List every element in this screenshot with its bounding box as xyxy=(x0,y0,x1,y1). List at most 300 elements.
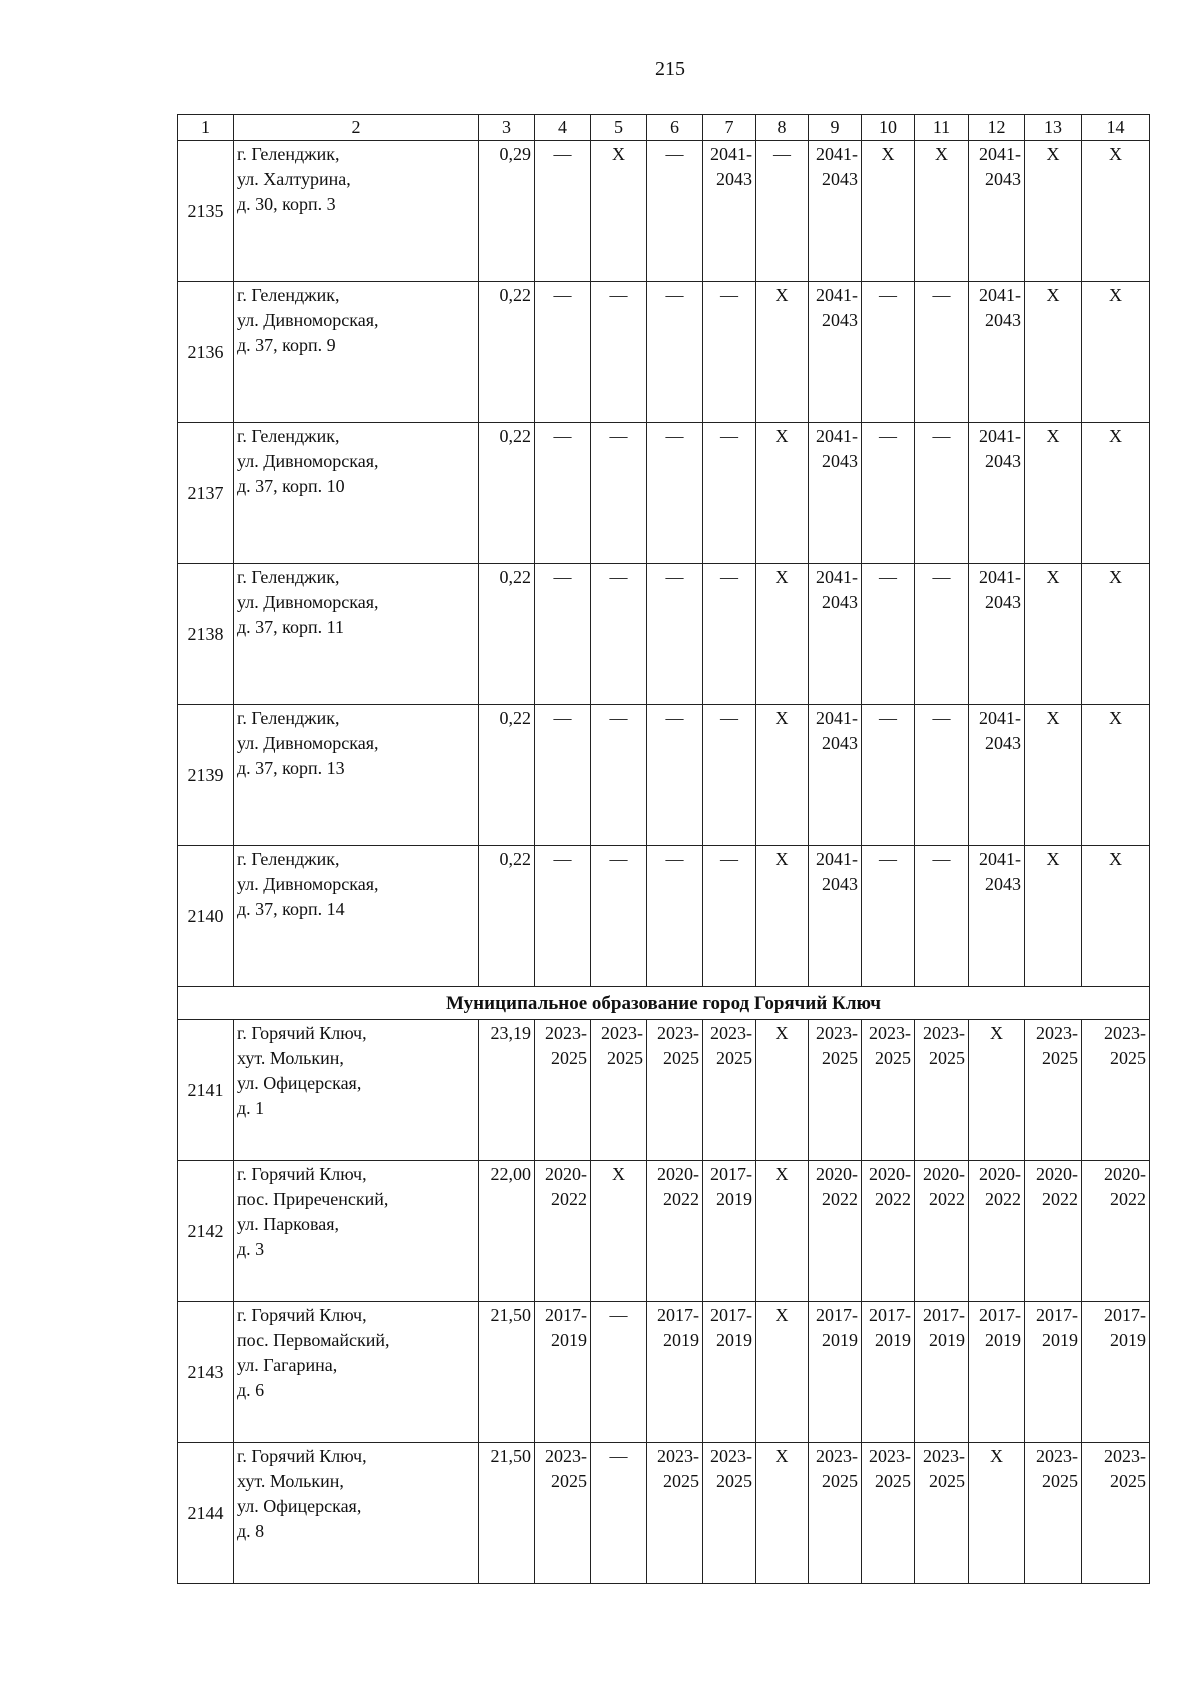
value-cell-col-12 xyxy=(969,282,1025,423)
value-cell-col-9 xyxy=(809,846,862,987)
value-cell-col-13 xyxy=(1025,846,1082,987)
value-text: Х xyxy=(775,1446,789,1466)
value-cell-col-7 xyxy=(703,1020,756,1161)
value-text: 2019 xyxy=(985,1330,1021,1350)
address-line: г. Горячий Ключ, xyxy=(237,1446,367,1466)
value-text: Х xyxy=(1109,426,1122,446)
column-header-10: 10 xyxy=(862,115,915,141)
value-text: 2019 xyxy=(929,1330,965,1350)
value-text: 2017- xyxy=(816,1305,858,1325)
value-text: 2022 xyxy=(1042,1189,1078,1209)
value-text: — xyxy=(665,144,684,164)
value-text: 2043 xyxy=(985,169,1021,189)
register-body xyxy=(178,115,1150,1584)
value-cell-col-10 xyxy=(862,846,915,987)
address-line: ул. Офицерская, xyxy=(237,1496,362,1516)
value-cell-col-4 xyxy=(535,282,591,423)
value-text: 2023- xyxy=(545,1446,587,1466)
value-text: — xyxy=(720,849,738,869)
value-cell-col-13 xyxy=(1025,1302,1082,1443)
value-cell-col-5 xyxy=(591,282,647,423)
value-text: 2025 xyxy=(1042,1471,1078,1491)
value-text: Х xyxy=(990,1446,1003,1466)
value-text: 2017- xyxy=(923,1305,965,1325)
value-text: Х xyxy=(775,285,789,305)
address-line: ул. Парковая, xyxy=(237,1214,340,1234)
value-cell-col-4 xyxy=(535,1443,591,1584)
value-cell-col-7 xyxy=(703,1302,756,1443)
address-line: ул. Офицерская, xyxy=(237,1073,362,1093)
address-line: г. Геленджик, xyxy=(237,285,340,305)
address-line: г. Геленджик, xyxy=(237,426,340,446)
row-number: 2136 xyxy=(178,282,234,423)
value-text: Х xyxy=(612,1164,625,1184)
value-text: Х xyxy=(775,708,789,728)
value-text: 2020- xyxy=(869,1164,911,1184)
value-cell-col-14 xyxy=(1082,1302,1150,1443)
value-cell-col-6 xyxy=(647,846,703,987)
value-cell-col-7 xyxy=(703,1161,756,1302)
address-line: д. 37, корп. 13 xyxy=(237,758,345,778)
value-text: 2025 xyxy=(607,1048,643,1068)
address-line: ул. Дивноморская, xyxy=(237,592,379,612)
address-line: хут. Молькин, xyxy=(237,1048,344,1068)
value-text: 2023- xyxy=(1104,1446,1146,1466)
address-line: г. Горячий Ключ, xyxy=(237,1164,367,1184)
value-text: Х xyxy=(1046,426,1060,446)
row-number: 2139 xyxy=(178,705,234,846)
value-cell-col-10 xyxy=(862,141,915,282)
value-cell-col-13 xyxy=(1025,564,1082,705)
value-cell-col-14 xyxy=(1082,282,1150,423)
value-cell-col-8 xyxy=(756,705,809,846)
value-text: 2043 xyxy=(985,733,1021,753)
value-cell-col-4 xyxy=(535,141,591,282)
value-text: — xyxy=(665,708,684,728)
value-text: 2019 xyxy=(663,1330,699,1350)
value-cell-col-6 xyxy=(647,282,703,423)
value-text: 2023- xyxy=(816,1023,858,1043)
value-text: — xyxy=(609,708,628,728)
address-line: ул. Дивноморская, xyxy=(237,874,379,894)
value-cell-col-8 xyxy=(756,1161,809,1302)
value-text: 2020- xyxy=(816,1164,858,1184)
value-text: 2041- xyxy=(979,567,1021,587)
value-text: Х xyxy=(1109,567,1122,587)
address-cell xyxy=(234,846,479,987)
value-text: 21,50 xyxy=(490,1305,531,1325)
value-text: 21,50 xyxy=(490,1446,531,1466)
value-cell-col-9 xyxy=(809,423,862,564)
table-row xyxy=(178,1020,1150,1161)
value-text: 2023- xyxy=(657,1446,699,1466)
value-text: 2023- xyxy=(869,1023,911,1043)
value-text: Х xyxy=(775,567,789,587)
value-cell-col-4 xyxy=(535,564,591,705)
address-line: д. 37, корп. 11 xyxy=(237,617,344,637)
value-text: 2023- xyxy=(923,1023,965,1043)
value-cell-col-4 xyxy=(535,1020,591,1161)
value-cell-col-11 xyxy=(915,423,969,564)
value-cell-col-13 xyxy=(1025,141,1082,282)
value-text: Х xyxy=(775,1305,789,1325)
value-text: 2023- xyxy=(657,1023,699,1043)
value-text: 2025 xyxy=(1042,1048,1078,1068)
value-text: 2041- xyxy=(816,708,858,728)
value-cell-col-4 xyxy=(535,1302,591,1443)
value-text: — xyxy=(932,285,951,305)
value-cell-col-3 xyxy=(479,1443,535,1584)
value-text: 2017- xyxy=(979,1305,1021,1325)
value-cell-col-5 xyxy=(591,1161,647,1302)
address-cell xyxy=(234,1020,479,1161)
value-cell-col-14 xyxy=(1082,423,1150,564)
value-cell-col-12 xyxy=(969,846,1025,987)
column-header-3: 3 xyxy=(479,115,535,141)
value-text: 2025 xyxy=(1110,1471,1146,1491)
value-text: — xyxy=(553,144,572,164)
value-text: — xyxy=(609,1446,628,1466)
value-text: — xyxy=(553,567,572,587)
value-cell-col-8 xyxy=(756,1302,809,1443)
value-text: Х xyxy=(775,849,789,869)
value-cell-col-14 xyxy=(1082,564,1150,705)
address-line: д. 3 xyxy=(237,1239,265,1259)
value-cell-col-10 xyxy=(862,423,915,564)
value-text: — xyxy=(665,567,684,587)
value-text: 2020- xyxy=(1104,1164,1146,1184)
value-text: 2025 xyxy=(551,1048,587,1068)
value-cell-col-5 xyxy=(591,141,647,282)
value-text: 2043 xyxy=(985,310,1021,330)
value-text: 2019 xyxy=(875,1330,911,1350)
value-text: 2023- xyxy=(710,1023,752,1043)
value-cell-col-11 xyxy=(915,705,969,846)
value-cell-col-6 xyxy=(647,705,703,846)
value-text: 2017- xyxy=(869,1305,911,1325)
row-number: 2135 xyxy=(178,141,234,282)
value-text: 2019 xyxy=(716,1189,752,1209)
value-cell-col-7 xyxy=(703,141,756,282)
value-cell-col-9 xyxy=(809,1302,862,1443)
value-cell-col-11 xyxy=(915,564,969,705)
value-cell-col-10 xyxy=(862,1443,915,1584)
value-text: 2025 xyxy=(716,1048,752,1068)
value-text: 2022 xyxy=(875,1189,911,1209)
value-text: — xyxy=(609,1305,628,1325)
value-text: 2043 xyxy=(822,451,858,471)
value-cell-col-14 xyxy=(1082,846,1150,987)
value-cell-col-4 xyxy=(535,846,591,987)
value-cell-col-6 xyxy=(647,423,703,564)
value-cell-col-6 xyxy=(647,564,703,705)
value-text: 2023- xyxy=(869,1446,911,1466)
value-cell-col-8 xyxy=(756,141,809,282)
value-cell-col-3 xyxy=(479,1302,535,1443)
value-text: — xyxy=(609,285,628,305)
value-cell-col-12 xyxy=(969,705,1025,846)
value-cell-col-11 xyxy=(915,141,969,282)
address-line: г. Геленджик, xyxy=(237,849,340,869)
value-cell-col-5 xyxy=(591,423,647,564)
value-text: — xyxy=(932,426,951,446)
value-cell-col-3 xyxy=(479,141,535,282)
value-cell-col-9 xyxy=(809,705,862,846)
value-text: 2025 xyxy=(822,1048,858,1068)
value-cell-col-9 xyxy=(809,1443,862,1584)
address-line: д. 1 xyxy=(237,1098,265,1118)
value-text: 2025 xyxy=(929,1471,965,1491)
value-text: 2022 xyxy=(1110,1189,1146,1209)
value-text: — xyxy=(879,708,897,728)
table-row xyxy=(178,1302,1150,1443)
value-text: Х xyxy=(1046,849,1060,869)
value-text: 2019 xyxy=(822,1330,858,1350)
address-line: г. Горячий Ключ, xyxy=(237,1023,367,1043)
column-header-8: 8 xyxy=(756,115,809,141)
value-cell-col-11 xyxy=(915,1161,969,1302)
value-cell-col-7 xyxy=(703,846,756,987)
value-cell-col-12 xyxy=(969,423,1025,564)
column-header-1: 1 xyxy=(178,115,234,141)
address-line: д. 6 xyxy=(237,1380,265,1400)
value-cell-col-5 xyxy=(591,1443,647,1584)
value-text: Х xyxy=(775,1023,789,1043)
address-line: ул. Дивноморская, xyxy=(237,451,379,471)
address-line: д. 37, корп. 10 xyxy=(237,476,345,496)
table-row xyxy=(178,1443,1150,1584)
value-text: 2043 xyxy=(822,874,858,894)
value-text: 2020- xyxy=(979,1164,1021,1184)
value-text: 2017- xyxy=(545,1305,587,1325)
value-text: Х xyxy=(935,144,948,164)
value-cell-col-14 xyxy=(1082,1161,1150,1302)
value-text: — xyxy=(879,567,897,587)
value-text: 0,22 xyxy=(499,285,531,305)
table-row xyxy=(178,141,1150,282)
value-text: 2043 xyxy=(822,592,858,612)
value-cell-col-10 xyxy=(862,705,915,846)
address-cell xyxy=(234,705,479,846)
column-header-7: 7 xyxy=(703,115,756,141)
value-cell-col-11 xyxy=(915,282,969,423)
value-cell-col-7 xyxy=(703,282,756,423)
value-cell-col-10 xyxy=(862,1161,915,1302)
value-text: 2025 xyxy=(551,1471,587,1491)
value-cell-col-11 xyxy=(915,1443,969,1584)
value-cell-col-13 xyxy=(1025,423,1082,564)
value-text: — xyxy=(720,426,738,446)
address-line: ул. Халтурина, xyxy=(237,169,351,189)
value-text: 2041- xyxy=(979,426,1021,446)
value-text: — xyxy=(553,285,572,305)
value-text: — xyxy=(609,849,628,869)
address-line: г. Горячий Ключ, xyxy=(237,1305,367,1325)
value-text: Х xyxy=(1109,285,1122,305)
value-text: Х xyxy=(990,1023,1003,1043)
address-line: пос. Первомайский, xyxy=(237,1330,390,1350)
address-line: д. 30, корп. 3 xyxy=(237,194,336,214)
value-cell-col-7 xyxy=(703,705,756,846)
column-header-4: 4 xyxy=(535,115,591,141)
value-cell-col-14 xyxy=(1082,141,1150,282)
value-text: 2023- xyxy=(1104,1023,1146,1043)
value-text: Х xyxy=(1109,849,1122,869)
value-text: 2025 xyxy=(929,1048,965,1068)
value-cell-col-3 xyxy=(479,282,535,423)
value-text: 2020- xyxy=(923,1164,965,1184)
column-header-row xyxy=(178,115,1150,141)
value-text: 2023- xyxy=(710,1446,752,1466)
value-cell-col-9 xyxy=(809,282,862,423)
row-number: 2140 xyxy=(178,846,234,987)
row-number: 2143 xyxy=(178,1302,234,1443)
value-cell-col-13 xyxy=(1025,1020,1082,1161)
value-cell-col-6 xyxy=(647,1020,703,1161)
value-text: 2043 xyxy=(822,733,858,753)
value-text: 2022 xyxy=(985,1189,1021,1209)
value-text: 2020- xyxy=(657,1164,699,1184)
row-number: 2142 xyxy=(178,1161,234,1302)
value-text: 2041- xyxy=(979,849,1021,869)
value-cell-col-3 xyxy=(479,705,535,846)
value-text: 2043 xyxy=(985,592,1021,612)
value-text: 2043 xyxy=(822,169,858,189)
value-text: Х xyxy=(1046,567,1060,587)
value-text: 2022 xyxy=(822,1189,858,1209)
value-text: 2041- xyxy=(816,144,858,164)
value-cell-col-6 xyxy=(647,1443,703,1584)
column-header-11: 11 xyxy=(915,115,969,141)
value-text: 2019 xyxy=(1042,1330,1078,1350)
address-cell xyxy=(234,1443,479,1584)
value-text: — xyxy=(553,426,572,446)
value-text: — xyxy=(932,708,951,728)
value-text: 2025 xyxy=(716,1471,752,1491)
value-text: 2017- xyxy=(1036,1305,1078,1325)
value-cell-col-9 xyxy=(809,564,862,705)
value-text: 2019 xyxy=(1110,1330,1146,1350)
value-text: — xyxy=(932,567,951,587)
value-cell-col-12 xyxy=(969,1020,1025,1161)
value-text: 2017- xyxy=(1104,1305,1146,1325)
value-text: 2041- xyxy=(979,144,1021,164)
value-text: 2041- xyxy=(816,426,858,446)
value-text: 0,22 xyxy=(499,426,531,446)
table-row xyxy=(178,282,1150,423)
value-cell-col-13 xyxy=(1025,1161,1082,1302)
value-text: 2017- xyxy=(657,1305,699,1325)
row-number: 2144 xyxy=(178,1443,234,1584)
value-text: — xyxy=(553,708,572,728)
value-text: 0,22 xyxy=(499,567,531,587)
value-text: — xyxy=(609,426,628,446)
value-cell-col-12 xyxy=(969,1161,1025,1302)
address-cell xyxy=(234,564,479,705)
value-text: 2043 xyxy=(716,169,752,189)
value-text: 2025 xyxy=(875,1048,911,1068)
column-header-13: 13 xyxy=(1025,115,1082,141)
value-text: 22,00 xyxy=(490,1164,531,1184)
value-text: 2019 xyxy=(551,1330,587,1350)
value-cell-col-8 xyxy=(756,423,809,564)
value-cell-col-14 xyxy=(1082,1443,1150,1584)
value-text: 2025 xyxy=(822,1471,858,1491)
value-text: Х xyxy=(881,144,895,164)
address-line: ул. Дивноморская, xyxy=(237,310,379,330)
address-cell xyxy=(234,282,479,423)
value-text: 2043 xyxy=(985,451,1021,471)
column-header-12: 12 xyxy=(969,115,1025,141)
row-number: 2141 xyxy=(178,1020,234,1161)
value-cell-col-11 xyxy=(915,1302,969,1443)
value-text: — xyxy=(665,285,684,305)
value-cell-col-12 xyxy=(969,1302,1025,1443)
value-cell-col-4 xyxy=(535,1161,591,1302)
value-text: — xyxy=(879,849,897,869)
value-text: 2022 xyxy=(663,1189,699,1209)
value-text: Х xyxy=(1109,144,1122,164)
value-cell-col-13 xyxy=(1025,705,1082,846)
address-cell xyxy=(234,141,479,282)
value-text: 2041- xyxy=(710,144,752,164)
value-cell-col-7 xyxy=(703,1443,756,1584)
value-cell-col-9 xyxy=(809,141,862,282)
address-line: ул. Гагарина, xyxy=(237,1355,338,1375)
value-cell-col-6 xyxy=(647,141,703,282)
value-cell-col-3 xyxy=(479,423,535,564)
address-line: д. 8 xyxy=(237,1521,265,1541)
value-cell-col-8 xyxy=(756,1443,809,1584)
value-text: — xyxy=(553,849,572,869)
value-text: 2025 xyxy=(663,1471,699,1491)
value-cell-col-13 xyxy=(1025,1443,1082,1584)
address-line: хут. Молькин, xyxy=(237,1471,344,1491)
page-number: 215 xyxy=(655,58,685,80)
value-cell-col-13 xyxy=(1025,282,1082,423)
value-cell-col-4 xyxy=(535,423,591,564)
section-title: Муниципальное образование город Горячий Ключ xyxy=(178,987,1150,1020)
value-text: Х xyxy=(775,426,789,446)
value-text: 2041- xyxy=(816,285,858,305)
value-text: 2023- xyxy=(1036,1446,1078,1466)
value-text: 2023- xyxy=(923,1446,965,1466)
value-text: — xyxy=(932,849,951,869)
value-text: 2023- xyxy=(545,1023,587,1043)
value-text: — xyxy=(879,426,897,446)
column-header-5: 5 xyxy=(591,115,647,141)
value-cell-col-12 xyxy=(969,141,1025,282)
value-cell-col-11 xyxy=(915,846,969,987)
column-header-6: 6 xyxy=(647,115,703,141)
value-cell-col-3 xyxy=(479,846,535,987)
value-text: 0,22 xyxy=(499,708,531,728)
address-line: пос. Приреченский, xyxy=(237,1189,389,1209)
value-text: 2020- xyxy=(545,1164,587,1184)
value-cell-col-10 xyxy=(862,564,915,705)
value-cell-col-4 xyxy=(535,705,591,846)
address-line: д. 37, корп. 9 xyxy=(237,335,336,355)
value-text: 0,29 xyxy=(499,144,531,164)
table-row xyxy=(178,705,1150,846)
value-text: 2023- xyxy=(601,1023,643,1043)
address-line: г. Геленджик, xyxy=(237,567,340,587)
value-text: Х xyxy=(1046,285,1060,305)
value-text: — xyxy=(879,285,897,305)
address-cell xyxy=(234,423,479,564)
section-row xyxy=(178,987,1150,1020)
value-text: — xyxy=(720,708,738,728)
